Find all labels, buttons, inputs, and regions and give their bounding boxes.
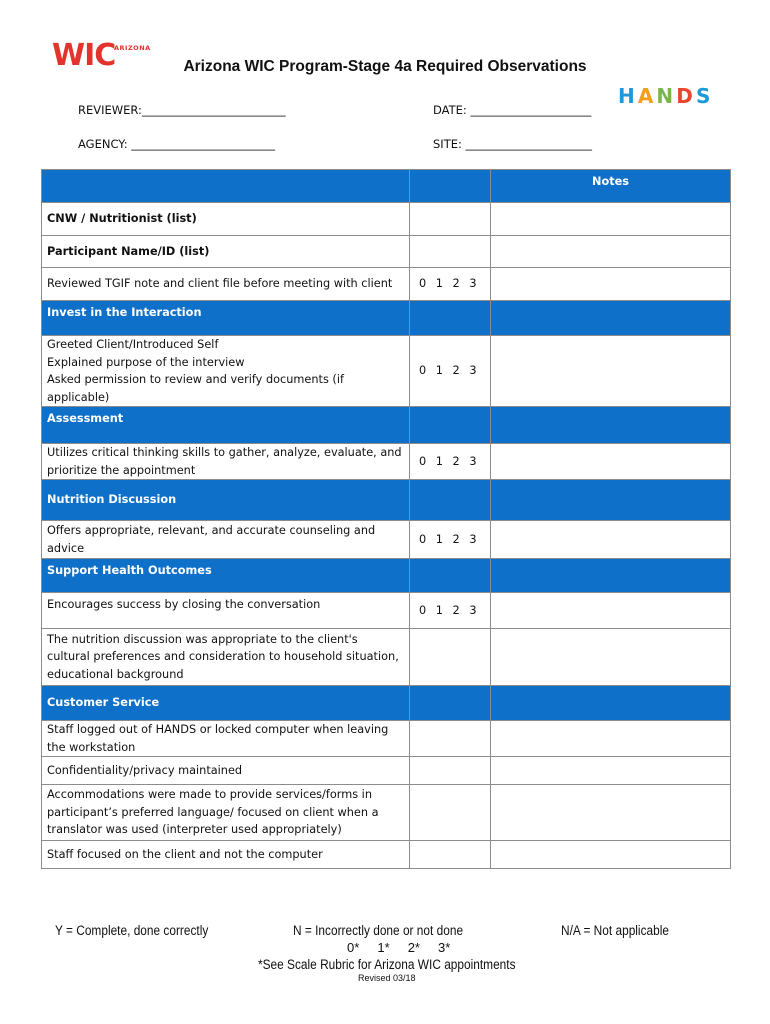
section-assessment: Assessment <box>42 407 410 444</box>
participant-input[interactable] <box>410 236 491 268</box>
wic-logo-text: WIC <box>52 38 116 73</box>
legend-incorrect: N = Incorrectly done or not done <box>293 923 464 938</box>
hands-letter-s: S <box>695 84 711 108</box>
assessment-notes[interactable] <box>491 444 731 480</box>
section-row <box>42 559 731 593</box>
section-support: Support Health Outcomes <box>42 559 410 593</box>
nutrition-item: Offers appropriate, relevant, and accurate counseling and advice <box>42 521 410 559</box>
section-customer: Customer Service <box>42 686 410 721</box>
support-notes[interactable] <box>491 593 731 629</box>
table-row <box>42 629 731 686</box>
customer-notes[interactable] <box>491 757 731 785</box>
table-row <box>42 336 731 407</box>
assessment-score[interactable]: 0 1 2 3 <box>410 444 491 480</box>
table-row <box>42 785 731 841</box>
section-nutrition: Nutrition Discussion <box>42 480 410 521</box>
customer-notes[interactable] <box>491 721 731 757</box>
reviewed-score[interactable]: 0 1 2 3 <box>410 268 491 301</box>
invest-line: Explained purpose of the interview <box>47 355 245 369</box>
table-row <box>42 593 731 629</box>
hands-letter-n: N <box>656 84 674 108</box>
table-header-row <box>42 170 731 203</box>
participant-notes[interactable] <box>491 236 731 268</box>
support-score[interactable]: 0 1 2 3 <box>410 593 491 629</box>
wic-logo-region: ARIZONA <box>114 44 151 52</box>
page-title: Arizona WIC Program-Stage 4a Required Observations <box>183 58 587 75</box>
table-row <box>42 268 731 301</box>
customer-notes[interactable] <box>491 841 731 869</box>
date-field[interactable]: DATE: _____________________ <box>433 103 592 117</box>
customer-item: Accommodations were made to provide services/forms in participant’s preferred language/ focused on client when a translator was used (interpreter used appropriately) <box>42 785 410 841</box>
customer-input[interactable] <box>410 785 491 841</box>
customer-notes[interactable] <box>491 785 731 841</box>
assessment-item: Utilizes critical thinking skills to gather, analyze, evaluate, and prioritize the appointment <box>42 444 410 480</box>
customer-item: Confidentiality/privacy maintained <box>42 757 410 785</box>
section-row <box>42 686 731 721</box>
revised-date: Revised 03/18 <box>358 973 416 983</box>
nutrition-notes[interactable] <box>491 521 731 559</box>
reviewer-field[interactable]: REVIEWER:_________________________ <box>78 103 286 117</box>
section-row <box>42 407 731 444</box>
hands-logo <box>618 84 711 124</box>
invest-score[interactable]: 0 1 2 3 <box>410 336 491 407</box>
section-row <box>42 301 731 336</box>
section-invest: Invest in the Interaction <box>42 301 410 336</box>
cnw-label: CNW / Nutritionist (list) <box>42 203 410 236</box>
table-row <box>42 841 731 869</box>
customer-input[interactable] <box>410 721 491 757</box>
invest-items <box>42 336 410 407</box>
observation-table <box>41 169 731 869</box>
notes-header: Notes <box>491 170 731 203</box>
invest-line: Greeted Client/Introduced Self <box>47 338 219 351</box>
table-row <box>42 444 731 480</box>
support-input[interactable] <box>410 629 491 686</box>
reviewed-label: Reviewed TGIF note and client file before meeting with client <box>42 268 410 301</box>
support-notes[interactable] <box>491 629 731 686</box>
customer-input[interactable] <box>410 757 491 785</box>
support-item: The nutrition discussion was appropriate to the client's cultural preferences and consideration to household situation, educational background <box>42 629 410 686</box>
scale-values: 0* 1* 2* 3* <box>347 940 451 955</box>
section-row <box>42 480 731 521</box>
table-row <box>42 203 731 236</box>
hands-letter-a: A <box>637 84 654 108</box>
nutrition-score[interactable]: 0 1 2 3 <box>410 521 491 559</box>
legend-not-applicable: N/A = Not applicable <box>561 923 669 938</box>
support-item: Encourages success by closing the conversation <box>42 593 410 629</box>
legend-complete: Y = Complete, done correctly <box>55 923 209 938</box>
customer-input[interactable] <box>410 841 491 869</box>
cnw-input[interactable] <box>410 203 491 236</box>
agency-field[interactable]: AGENCY: _________________________ <box>78 137 276 151</box>
customer-item: Staff focused on the client and not the computer <box>42 841 410 869</box>
invest-notes[interactable] <box>491 336 731 407</box>
site-field[interactable]: SITE: ______________________ <box>433 137 593 151</box>
rubric-note: *See Scale Rubric for Arizona WIC appointments <box>258 957 516 972</box>
table-row <box>42 757 731 785</box>
participant-label: Participant Name/ID (list) <box>42 236 410 268</box>
table-row <box>42 721 731 757</box>
invest-line: Asked permission to review and verify documents (if applicable) <box>47 373 344 404</box>
customer-item: Staff logged out of HANDS or locked computer when leaving the workstation <box>42 721 410 757</box>
hands-letter-h: H <box>618 84 635 108</box>
table-row <box>42 236 731 268</box>
table-row <box>42 521 731 559</box>
reviewed-notes[interactable] <box>491 268 731 301</box>
cnw-notes[interactable] <box>491 203 731 236</box>
hands-letter-d: D <box>676 84 693 108</box>
